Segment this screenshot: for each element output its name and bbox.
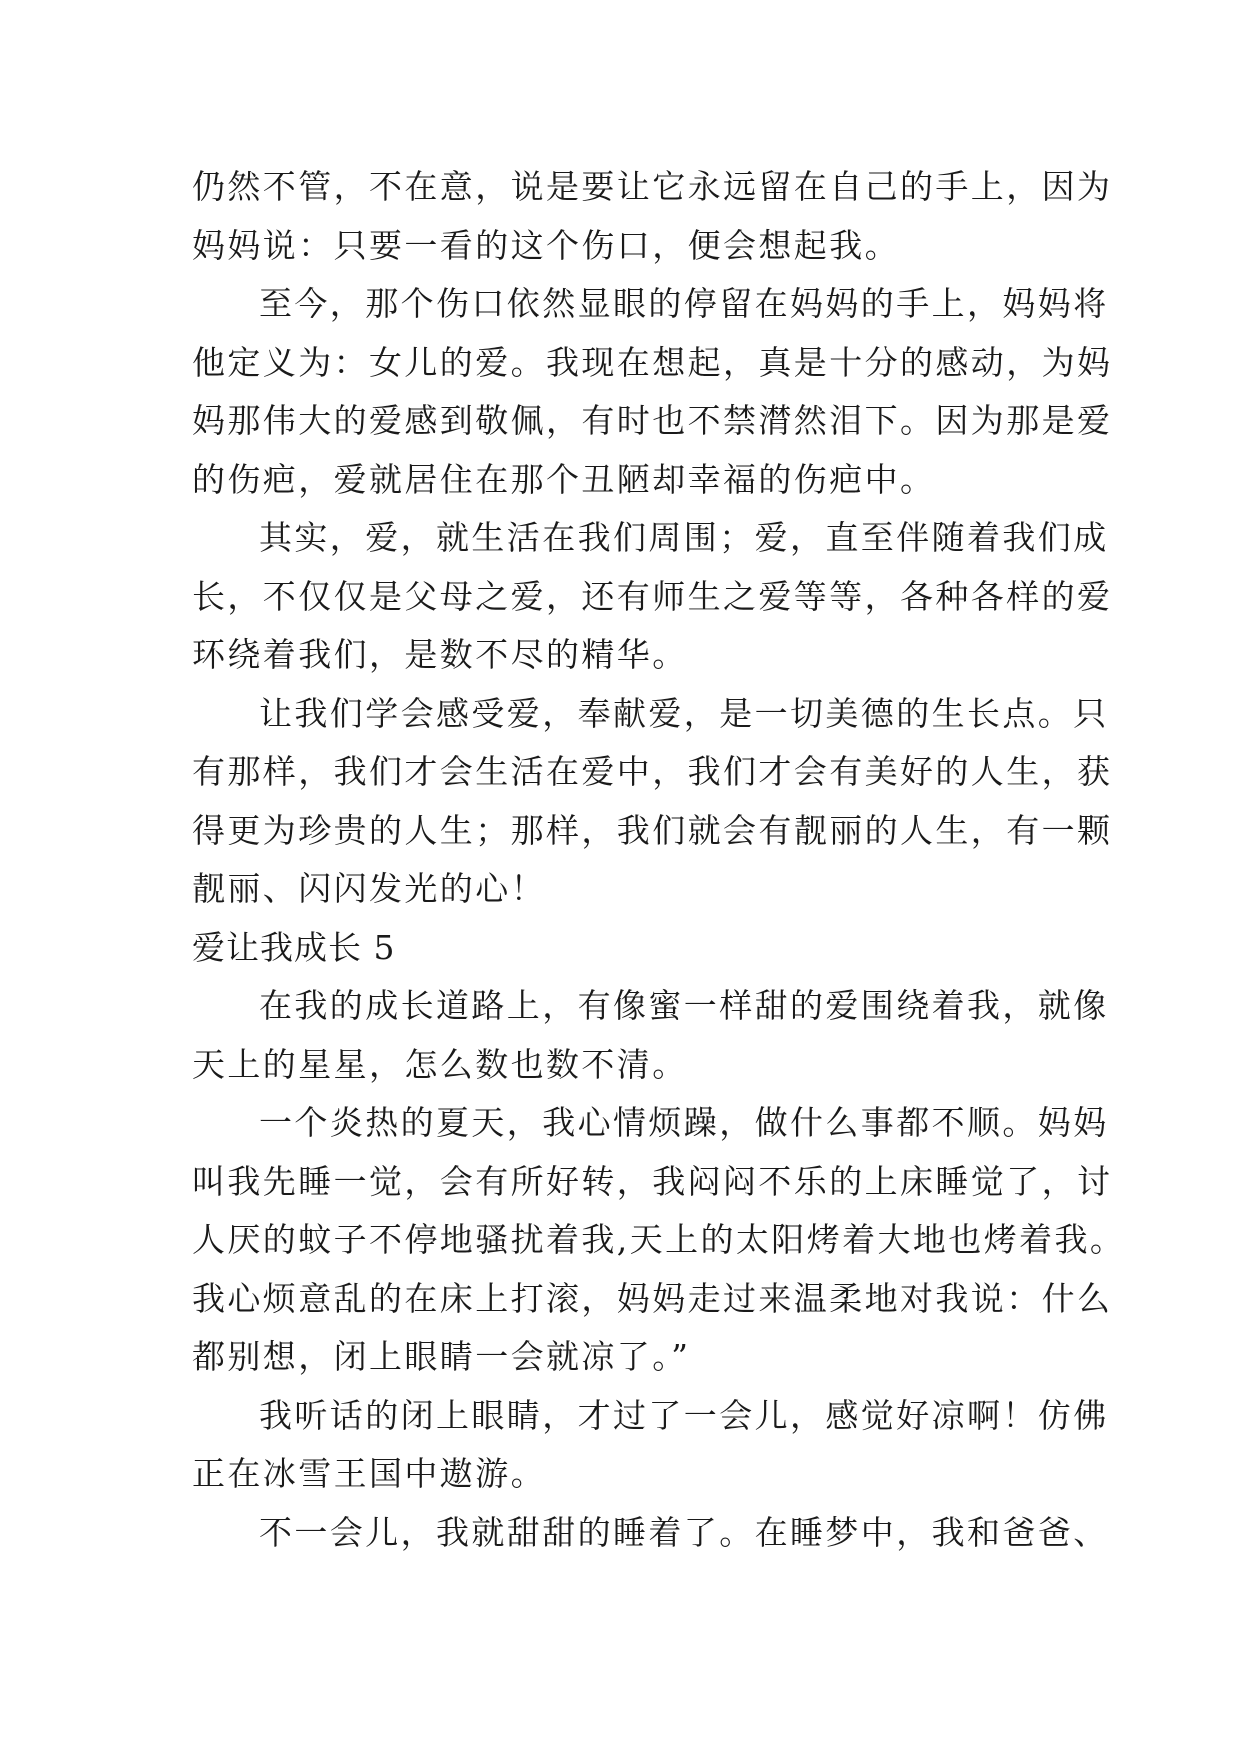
text-line: 得更为珍贵的人生；那样，我们就会有靓丽的人生，有一颗 xyxy=(192,810,1113,850)
section-heading: 爱让我成长 5 xyxy=(192,927,396,967)
text-line: 天上的星星，怎么数也数不清。 xyxy=(192,1044,688,1084)
text-line: 至今，那个伤口依然显眼的停留在妈妈的手上，妈妈将 xyxy=(259,284,1109,323)
text-line: 都别想，闭上眼睛一会就凉了。” xyxy=(192,1337,691,1376)
text-line: 在我的成长道路上，有像蜜一样甜的爱围绕着我，就像 xyxy=(259,986,1109,1025)
text-line: 有那样，我们才会生活在爱中，我们才会有美好的人生，获 xyxy=(192,752,1113,791)
text-line: 人厌的蚊子不停地骚扰着我,天上的太阳烤着大地也烤着我。 xyxy=(192,1220,1126,1259)
text-line: 一个炎热的夏天，我心情烦躁，做什么事都不顺。妈妈 xyxy=(259,1103,1109,1142)
text-line: 正在冰雪王国中遨游。 xyxy=(192,1454,546,1493)
text-line: 环绕着我们，是数不尽的精华。 xyxy=(192,635,688,674)
text-line: 叫我先睡一觉，会有所好转，我闷闷不乐的上床睡觉了，讨 xyxy=(192,1161,1113,1201)
document-page xyxy=(192,158,1126,1562)
text-line: 我心烦意乱的在床上打滚，妈妈走过来温柔地对我说：什么 xyxy=(192,1278,1113,1318)
text-line: 他定义为：女儿的爱。我现在想起，真是十分的感动，为妈 xyxy=(192,342,1113,382)
text-line: 不一会儿，我就甜甜的睡着了。在睡梦中，我和爸爸、 xyxy=(259,1512,1109,1552)
text-line: 靓丽、闪闪发光的心！ xyxy=(192,869,546,908)
text-line: 长，不仅仅是父母之爱，还有师生之爱等等，各种各样的爱 xyxy=(192,576,1113,616)
text-line: 仍然不管，不在意，说是要让它永远留在自己的手上，因为 xyxy=(192,167,1113,206)
text-line: 的伤疤，爱就居住在那个丑陋却幸福的伤疤中。 xyxy=(192,459,936,499)
text-line: 我听话的闭上眼睛，才过了一会儿，感觉好凉啊！仿佛 xyxy=(259,1395,1109,1435)
text-line: 妈妈说：只要一看的这个伤口，便会想起我。 xyxy=(192,225,900,265)
text-line: 其实，爱，就生活在我们周围；爱，直至伴随着我们成 xyxy=(259,518,1109,557)
text-line: 让我们学会感受爱，奉献爱，是一切美德的生长点。只 xyxy=(259,693,1109,733)
text-line: 妈那伟大的爱感到敬佩，有时也不禁潸然泪下。因为那是爱 xyxy=(192,401,1113,440)
